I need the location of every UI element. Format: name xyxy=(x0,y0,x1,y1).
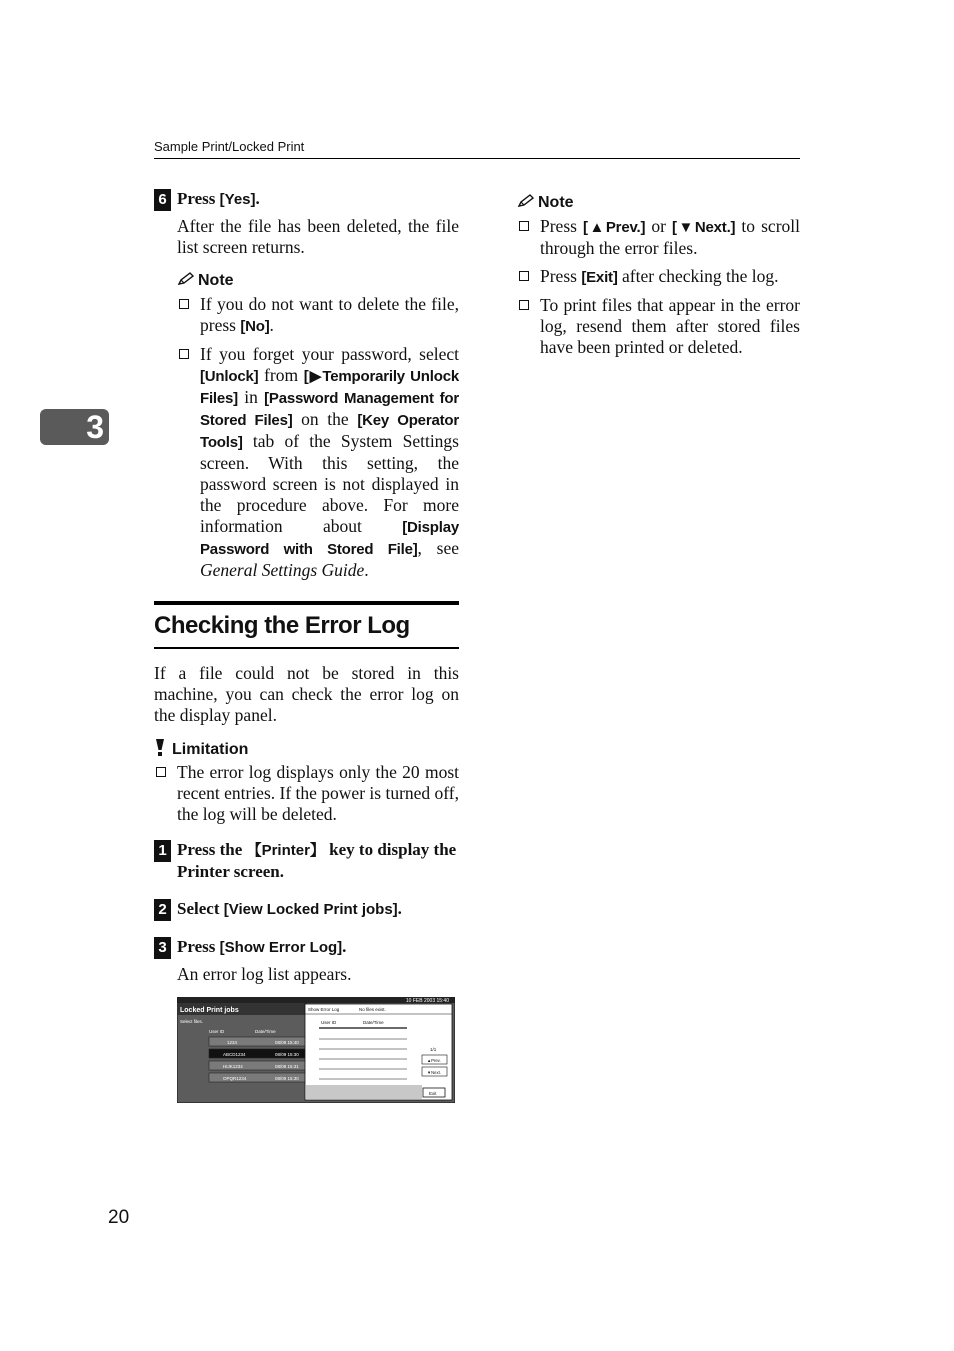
screen-col-user: User ID xyxy=(209,1029,225,1034)
svg-text:08/09 15:30: 08/09 15:30 xyxy=(275,1076,299,1081)
note-item: If you do not want to delete the file, press [No]. xyxy=(177,294,459,337)
show-error-log-key: [Show Error Log] xyxy=(219,939,343,956)
svg-text:08/09 15:30: 08/09 15:30 xyxy=(275,1052,299,1057)
note-item: To print files that appear in the error log, resend them after stored files have been printed or deleted. xyxy=(517,295,800,358)
dialog-next-button: ▼Next. xyxy=(427,1070,441,1075)
dialog-page-indicator: 1/1 xyxy=(430,1047,437,1052)
exit-key: [Exit] xyxy=(581,269,618,286)
view-locked-print-jobs-key: [View Locked Print jobs] xyxy=(223,901,398,918)
step-3-text: An error log list appears. xyxy=(177,964,352,984)
unlock-key: [Unlock] xyxy=(200,368,259,385)
section-title: Checking the Error Log xyxy=(154,612,410,639)
step-number: 3 xyxy=(154,937,171,959)
dialog-exit-button: Exit xyxy=(429,1091,437,1096)
svg-text:08/09 15:40: 08/09 15:40 xyxy=(275,1040,299,1045)
step-number: 2 xyxy=(154,899,171,921)
manual-reference: General Settings Guide xyxy=(200,560,365,580)
left-column xyxy=(154,188,459,1108)
dialog-col-date: Date/Time xyxy=(363,1020,384,1025)
next-key: [▼Next.] xyxy=(672,219,736,236)
step-6: 6 Press [Yes]. xyxy=(154,188,459,210)
section-intro: If a file could not be stored in this machine, you can check the error log on the display panel. xyxy=(154,663,459,725)
key-operator-tools-key: [Key Operator Tools] xyxy=(200,412,459,451)
screen-col-date: Date/Time xyxy=(255,1029,276,1034)
right-column xyxy=(517,192,800,365)
svg-text:08/09 15:31: 08/09 15:31 xyxy=(275,1064,299,1069)
error-log-screenshot xyxy=(177,997,455,1103)
exclamation-icon xyxy=(154,738,166,757)
svg-text:ABCD1234: ABCD1234 xyxy=(223,1052,246,1057)
step-3: 3 Press [Show Error Log]. xyxy=(154,936,459,958)
pencil-icon xyxy=(177,272,195,286)
running-header: Sample Print/Locked Print xyxy=(154,139,305,154)
note-item: If you forget your password, select [Unlock] from [▶Temporarily Unlock Files] in [Password Management for Stored Files] on the [Key Operator Tools] tab of the System Settings screen. With this setting, the password screen is not displayed in the procedure above. For more information about [Display Password with Stored File], see General Settings Guide. xyxy=(177,344,459,581)
dialog-col-user: User ID xyxy=(321,1020,337,1025)
prev-key: [▲Prev.] xyxy=(583,219,646,236)
svg-text:OPQR1234: OPQR1234 xyxy=(223,1076,247,1081)
display-password-key: [Display Password with Stored File] xyxy=(200,519,459,558)
error-log-dialog xyxy=(305,1004,452,1100)
limitation-item: The error log displays only the 20 most recent entries. If the power is turned off, the log will be deleted. xyxy=(154,762,459,825)
step-2: 2 Select [View Locked Print jobs]. xyxy=(154,898,459,920)
svg-text:HIJK1234: HIJK1234 xyxy=(223,1064,243,1069)
chapter-tab xyxy=(40,409,109,445)
dialog-message: No files exist. xyxy=(359,1007,386,1012)
svg-text:1234: 1234 xyxy=(227,1040,238,1045)
printer-key: 【Printer】 xyxy=(246,842,325,859)
step-1: 1 Press the 【Printer】 key to display the Printer screen. xyxy=(154,839,459,882)
limitation-heading: Limitation xyxy=(154,738,459,760)
note-heading: Note xyxy=(177,270,459,292)
screen-status: 10 FEB 2003 15:40 xyxy=(405,998,449,1004)
note-heading: Note xyxy=(517,192,800,214)
section-rule-bottom xyxy=(154,647,459,649)
note-item: Press [▲Prev.] or [▼Next.] to scroll through the error files. xyxy=(517,216,800,259)
step-number: 1 xyxy=(154,840,171,862)
step-number: 6 xyxy=(154,189,171,211)
page-number: 20 xyxy=(108,1207,130,1228)
password-management-key: [Password Management for Stored Files] xyxy=(200,390,459,429)
note-item: Press [Exit] after checking the log. xyxy=(517,266,800,288)
screen-title: Locked Print jobs xyxy=(180,1007,239,1014)
temporarily-unlock-key: [▶Temporarily Unlock Files] xyxy=(200,368,459,407)
screen-select-files: Select files. xyxy=(180,1019,204,1024)
no-key: [No] xyxy=(240,318,270,335)
dialog-title: Show Error Log xyxy=(308,1007,340,1012)
dialog-prev-button: ▲Prev. xyxy=(427,1058,441,1063)
chapter-number: 3 xyxy=(86,409,104,445)
step-6-text: After the file has been deleted, the file list screen returns. xyxy=(177,216,459,257)
note-block xyxy=(154,270,459,581)
pencil-icon xyxy=(517,194,535,208)
yes-key: [Yes] xyxy=(219,191,256,208)
header-rule xyxy=(154,158,800,159)
